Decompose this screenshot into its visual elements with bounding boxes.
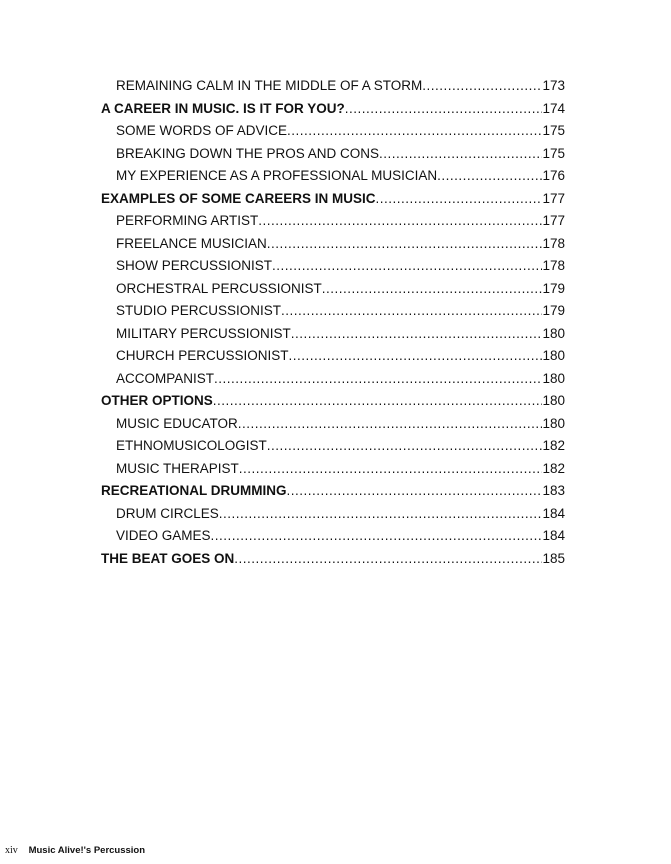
toc-entry-title: SHOW PERCUSSIONIST	[116, 258, 273, 273]
toc-entry-page-number: 175	[542, 123, 565, 138]
toc-dot-leader	[219, 503, 543, 526]
toc-entry-title: PERFORMING ARTIST	[116, 213, 259, 228]
toc-dot-leader	[238, 413, 543, 436]
toc-entry-page-number: 178	[542, 258, 565, 273]
toc-entry-title: RECREATIONAL DRUMMING	[101, 483, 287, 498]
toc-dot-leader	[287, 480, 543, 503]
toc-dot-leader	[213, 390, 543, 413]
toc-section-entry	[101, 255, 565, 278]
toc-entry-title: CHURCH PERCUSSIONIST	[116, 348, 289, 363]
toc-entry-title: A CAREER IN MUSIC. IS IT FOR YOU?	[101, 100, 345, 116]
toc-entry-title: DRUM CIRCLES	[116, 505, 219, 521]
toc-entry-page-number: 177	[542, 190, 565, 206]
toc-entry-title: OTHER OPTIONS	[101, 393, 213, 408]
toc-entry-page-number: 173	[542, 78, 565, 93]
toc-dot-leader	[376, 188, 543, 211]
toc-entry-page-number: 180	[542, 348, 565, 363]
toc-entry-title: MUSIC THERAPIST	[116, 460, 239, 476]
toc-entry-page-number: 177	[542, 213, 565, 228]
toc-dot-leader	[258, 210, 542, 233]
toc-entry-title: SOME WORDS OF ADVICE	[116, 123, 288, 138]
toc-section-entry	[101, 278, 565, 301]
toc-entry-title: BREAKING DOWN THE PROS AND CONS	[116, 145, 380, 161]
toc-dot-leader	[234, 548, 542, 571]
toc-entry-title: VIDEO GAMES	[116, 528, 211, 543]
toc-entry-title: MILITARY PERCUSSIONIST	[116, 325, 291, 341]
toc-dot-leader	[291, 323, 543, 346]
toc-section-entry	[101, 210, 565, 233]
toc-entry-page-number: 185	[542, 550, 565, 566]
toc-entry-page-number: 176	[542, 168, 565, 183]
toc-dot-leader	[345, 98, 543, 121]
toc-entry-title: ETHNOMUSICOLOGIST	[116, 438, 267, 453]
toc-entry-page-number: 180	[542, 325, 565, 341]
toc-dot-leader	[272, 255, 542, 278]
toc-entry-page-number: 175	[542, 145, 565, 161]
toc-section-entry	[101, 345, 565, 368]
toc-dot-leader	[267, 435, 543, 458]
toc-entry-title: ACCOMPANIST	[116, 370, 215, 386]
toc-section-entry	[101, 413, 565, 436]
toc-dot-leader	[287, 120, 542, 143]
toc-section-entry	[101, 458, 565, 481]
toc-dot-leader	[267, 233, 543, 256]
toc-section-entry	[101, 233, 565, 256]
table-of-contents	[101, 75, 565, 570]
toc-section-entry	[101, 120, 565, 143]
toc-section-entry	[101, 503, 565, 526]
toc-entry-title: MY EXPERIENCE AS A PROFESSIONAL MUSICIAN	[116, 168, 438, 183]
page-number: xiv	[5, 845, 18, 856]
toc-entry-page-number: 184	[542, 505, 565, 521]
toc-entry-title: THE BEAT GOES ON	[101, 550, 235, 566]
toc-dot-leader	[379, 143, 542, 166]
toc-chapter-entry	[101, 188, 565, 211]
toc-entry-page-number: 180	[542, 370, 565, 386]
toc-entry-page-number: 180	[542, 415, 565, 431]
toc-dot-leader	[289, 345, 543, 368]
toc-entry-page-number: 180	[542, 393, 565, 408]
toc-entry-page-number: 174	[542, 100, 565, 116]
toc-entry-title: MUSIC EDUCATOR	[116, 415, 238, 431]
toc-section-entry	[101, 300, 565, 323]
toc-entry-page-number: 179	[542, 303, 565, 318]
toc-section-entry	[101, 323, 565, 346]
toc-entry-title: FREELANCE MUSICIAN	[116, 235, 267, 251]
toc-chapter-entry	[101, 480, 565, 503]
toc-section-entry	[101, 165, 565, 188]
page-footer	[5, 845, 145, 856]
toc-section-entry	[101, 75, 565, 98]
toc-dot-leader	[281, 300, 542, 323]
toc-dot-leader	[437, 165, 542, 188]
toc-entry-page-number: 179	[542, 280, 565, 296]
toc-section-entry	[101, 525, 565, 548]
toc-section-entry	[101, 368, 565, 391]
toc-entry-title: ORCHESTRAL PERCUSSIONIST	[116, 280, 322, 296]
toc-chapter-entry	[101, 548, 565, 571]
toc-entry-page-number: 182	[542, 460, 565, 476]
toc-entry-title: REMAINING CALM IN THE MIDDLE OF A STORM	[116, 78, 423, 93]
toc-entry-page-number: 184	[542, 528, 565, 543]
toc-entry-page-number: 182	[542, 438, 565, 453]
toc-chapter-entry	[101, 98, 565, 121]
toc-dot-leader	[322, 278, 543, 301]
toc-dot-leader	[422, 75, 542, 98]
toc-dot-leader	[211, 525, 543, 548]
toc-entry-title: EXAMPLES OF SOME CAREERS IN MUSIC	[101, 190, 376, 206]
toc-chapter-entry	[101, 390, 565, 413]
toc-entry-page-number: 183	[542, 483, 565, 498]
running-footer-title: Music Alive!'s Percussion	[28, 845, 146, 856]
toc-entry-title: STUDIO PERCUSSIONIST	[116, 303, 282, 318]
toc-dot-leader	[214, 368, 542, 391]
toc-dot-leader	[239, 458, 543, 481]
toc-section-entry	[101, 143, 565, 166]
toc-section-entry	[101, 435, 565, 458]
toc-entry-page-number: 178	[542, 235, 565, 251]
